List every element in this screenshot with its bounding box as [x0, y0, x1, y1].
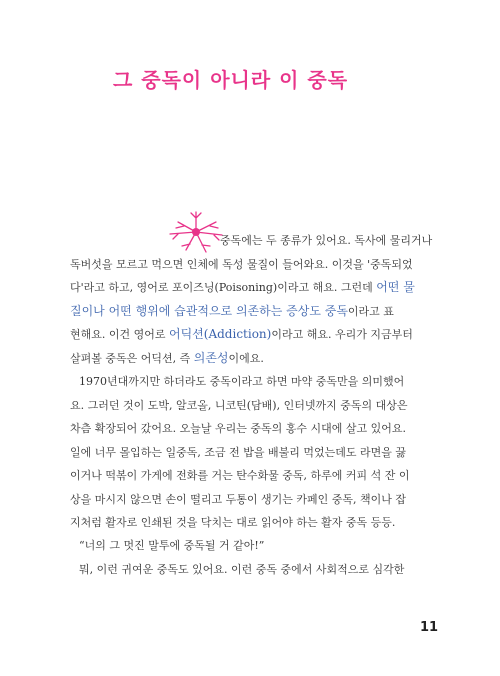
- text-line: 이거나 떡볶이 가게에 전화를 거는 탄수화물 중독, 하루에 커피 석 잔 이: [70, 469, 410, 482]
- text-line: 살펴볼 중독은 어딕션, 즉 의존성이에요.: [70, 350, 264, 365]
- paragraph-cute-addiction: [70, 558, 426, 582]
- text-line: 차츰 확장되어 갔어요. 오늘날 우리는 중독의 홍수 시대에 살고 있어요.: [70, 422, 406, 435]
- text-line: 상을 마시지 않으면 손이 떨리고 두통이 생기는 카페인 중독, 책이나 잡: [70, 492, 406, 506]
- paragraph-addiction-history: [70, 370, 426, 535]
- paragraph-quote: [70, 534, 426, 558]
- text-line: 일에 너무 몰입하는 일중독, 조금 전 밥을 배불리 먹었는데도 라면을 끓: [70, 445, 406, 459]
- text-line: 중독에는 두 종류가 있어요. 독사에 물리거나: [220, 234, 433, 247]
- text-line: 지처럼 활자로 인쇄된 것을 닥치는 대로 읽어야 하는 활자 중독 등등.: [70, 516, 396, 529]
- text-line: 현해요. 이건 영어로 어딕션(Addiction)이라고 해요. 우리가 지금부터: [70, 327, 413, 341]
- text-line: 독버섯을 모르고 먹으면 인체에 독성 물질이 들어와요. 이것을 '중독되었: [70, 257, 413, 271]
- highlight-addiction: 어딕션(Addiction): [169, 327, 272, 341]
- text-line: 요. 그러던 것이 도박, 알코올, 니코틴(담배), 인터넷까지 중독의 대상은: [70, 398, 408, 412]
- highlight-dependence: 의존성: [193, 350, 229, 365]
- text-line: 1970년대까지만 하더라도 중독이라고 하면 마약 중독만을 의미했어: [79, 375, 405, 388]
- highlight-definition-start: 어떤 물: [376, 280, 415, 294]
- page-number: 11: [420, 620, 439, 635]
- quote-line: “너의 그 멋진 말투에 중독될 거 같아!”: [79, 539, 265, 552]
- text-line: 다'라고 하고, 영어로 포이즈닝(Poisoning)이라고 해요. 그런데 어떤 물: [70, 280, 415, 294]
- chapter-title: 그 중독이 아니라 이 중독: [113, 68, 349, 92]
- highlight-definition-end: 질이나 어떤 행위에 습관적으로 의존하는 증상도 중독: [70, 303, 348, 318]
- paragraph-addiction-types: [70, 229, 433, 370]
- text-line: 뭐, 이런 귀여운 중독도 있어요. 이런 중독 중에서 사회적으로 심각한: [79, 563, 405, 576]
- text-line: 질이나 어떤 행위에 습관적으로 의존하는 증상도 중독이라고 표: [70, 303, 394, 318]
